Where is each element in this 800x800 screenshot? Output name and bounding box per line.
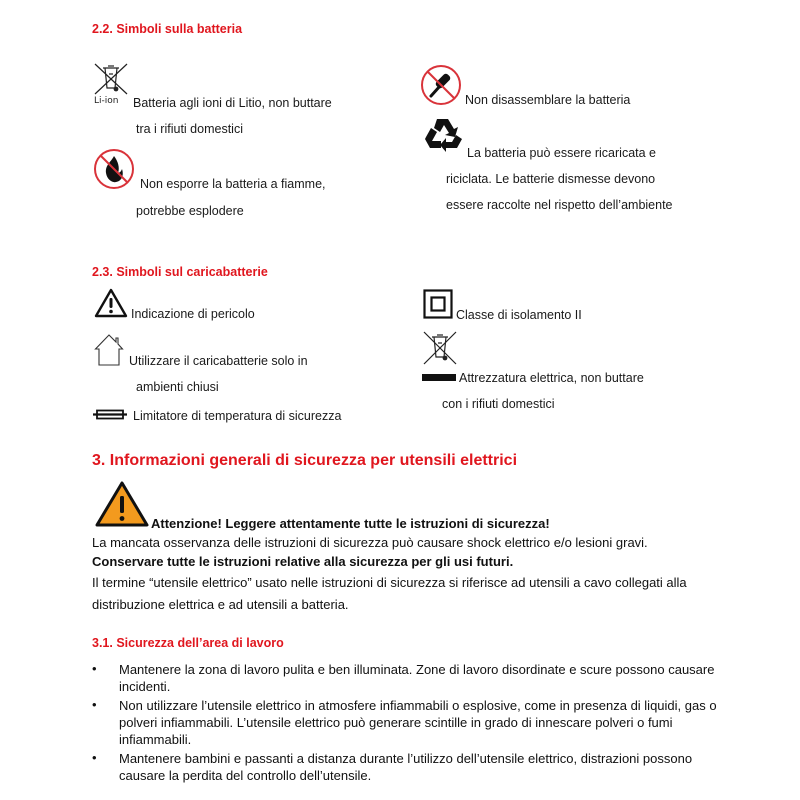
thermal-fuse-text: Limitatore di temperatura di sicurezza — [133, 409, 342, 423]
no-disassemble-text: Non disassemblare la batteria — [465, 93, 631, 107]
warning-orange-icon — [94, 480, 150, 528]
battery-li-ion-text-2: tra i rifiuti domestici — [136, 122, 243, 136]
paragraph-definition-line-2: distribuzione elettrica e ad utensili a batteria. — [92, 597, 349, 612]
bullet-icon: • — [92, 661, 97, 676]
recycle-text-1: La batteria può essere ricaricata e — [467, 146, 656, 160]
warning-text: Attenzione! Leggere attentamente tutte le istruzioni di sicurezza! — [151, 516, 550, 531]
paragraph-definition-line-1: Il termine “utensile elettrico” usato nelle istruzioni di sicurezza si riferisce ad utensili a cavo collegati alla — [92, 575, 687, 590]
weee-text-2: con i rifiuti domestici — [442, 397, 555, 411]
li-ion-label: Li-ion — [94, 96, 119, 106]
double-insulation-icon — [423, 289, 453, 319]
bullet-icon: • — [92, 750, 97, 765]
bullet-icon: • — [92, 697, 97, 712]
thermal-fuse-icon — [93, 409, 127, 421]
battery-li-ion-text-1: Batteria agli ioni di Litio, non buttare — [133, 96, 332, 110]
no-fire-icon — [93, 148, 135, 190]
weee-bin-li-ion-icon — [93, 62, 129, 96]
paragraph-consequences: La mancata osservanza delle istruzioni di sicurezza può causare shock elettrico e/o lesioni gravi. — [92, 535, 648, 550]
weee-text-1: Attrezzatura elettrica, non buttare — [459, 371, 644, 385]
indoor-text-1: Utilizzare il caricabatterie solo in — [129, 354, 308, 368]
recycle-icon — [422, 115, 464, 157]
section-2-3-title: 2.3. Simboli sul caricabatterie — [92, 265, 268, 279]
paragraph-keep-instructions: Conservare tutte le istruzioni relative alla sicurezza per gli usi futuri. — [92, 554, 514, 569]
recycle-text-3: essere raccolte nel rispetto dell’ambiente — [446, 198, 673, 212]
indoor-text-2: ambienti chiusi — [136, 380, 219, 394]
section-2-2-title: 2.2. Simboli sulla batteria — [92, 22, 243, 36]
weee-bin-icon — [422, 331, 458, 385]
indoor-house-icon — [94, 333, 124, 367]
no-disassemble-icon — [420, 64, 462, 106]
section-3-title: 3. Informazioni generali di sicurezza per utensili elettrici — [92, 452, 518, 469]
warning-triangle-icon — [94, 288, 128, 318]
no-fire-text-1: Non esporre la batteria a fiamme, — [140, 177, 326, 191]
recycle-text-2: riciclata. Le batterie dismesse devono — [446, 172, 656, 186]
insulation-class-text: Classe di isolamento II — [456, 308, 582, 322]
no-fire-text-2: potrebbe esplodere — [136, 204, 244, 218]
danger-text: Indicazione di pericolo — [131, 307, 255, 321]
section-3-1-title: 3.1. Sicurezza dell’area di lavoro — [92, 636, 284, 650]
